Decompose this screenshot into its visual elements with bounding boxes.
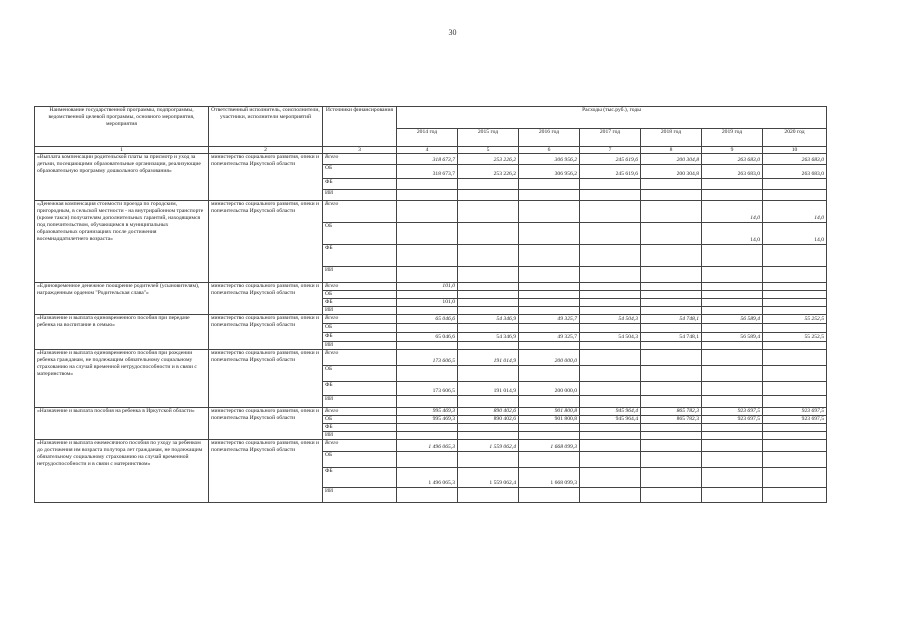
- amount-cell: [397, 190, 458, 201]
- amount-cell: 1 668 099,3: [519, 439, 580, 451]
- table-row: [35, 349, 827, 365]
- amount-cell: 1 668 099,3: [519, 467, 580, 487]
- amount-cell: [763, 431, 827, 439]
- amount-cell: 253 226,2: [458, 154, 519, 165]
- amount-cell: 54 346,9: [458, 332, 519, 341]
- funding-source: ОБ: [323, 323, 397, 332]
- amount-cell: 890 402,6: [458, 407, 519, 415]
- amount-cell: 923 697,5: [763, 407, 827, 415]
- amount-cell: 1 496 065,3: [397, 467, 458, 487]
- measure-name: «Денежная компенсация стоимости проезда по городским, пригородным, в сельской местности - на внутрирайонном транспорте (кроме такси) получателям дополнительных гарантий, находящимся под попечительством, обучающимся в муниципальных образовательных организациях после достижения восемнадцатилетнего возраста»: [35, 201, 209, 283]
- amount-cell: [641, 341, 702, 349]
- amount-cell: [702, 439, 763, 451]
- amount-cell: [763, 283, 827, 291]
- amount-cell: [458, 245, 519, 267]
- amount-cell: [702, 245, 763, 267]
- amount-cell: 65 046,6: [397, 332, 458, 341]
- funding-source: ИИ: [323, 267, 397, 283]
- header-year: 2015 год: [458, 129, 519, 147]
- amount-cell: [641, 381, 702, 395]
- amount-cell: [458, 365, 519, 381]
- amount-cell: [763, 487, 827, 502]
- funding-source: ФБ: [323, 332, 397, 341]
- amount-cell: [641, 365, 702, 381]
- amount-cell: [702, 179, 763, 190]
- header-year: 2017 год: [580, 129, 641, 147]
- executor: министерство социального развития, опеки и попечительства Иркутской области: [209, 349, 323, 407]
- funding-source: ФБ: [323, 245, 397, 267]
- amount-cell: [641, 179, 702, 190]
- amount-cell: [641, 349, 702, 365]
- amount-cell: [641, 245, 702, 267]
- amount-cell: [519, 179, 580, 190]
- amount-cell: [702, 395, 763, 407]
- funding-source: ФБ: [323, 381, 397, 395]
- amount-cell: [702, 267, 763, 283]
- amount-cell: 245 619,6: [580, 154, 641, 165]
- column-number: 1: [35, 147, 209, 154]
- amount-cell: 101,0: [397, 283, 458, 291]
- amount-cell: [397, 267, 458, 283]
- amount-cell: [519, 365, 580, 381]
- amount-cell: 995 469,3: [397, 407, 458, 415]
- amount-cell: [580, 431, 641, 439]
- amount-cell: 49 325,7: [519, 332, 580, 341]
- amount-cell: [641, 431, 702, 439]
- amount-cell: [519, 283, 580, 291]
- funding-source: ФБ: [323, 298, 397, 306]
- amount-cell: 923 697,5: [763, 415, 827, 423]
- amount-cell: [763, 306, 827, 314]
- funding-source: ОБ: [323, 223, 397, 245]
- amount-cell: [580, 349, 641, 365]
- amount-cell: [458, 201, 519, 223]
- amount-cell: 306 956,2: [519, 154, 580, 165]
- amount-cell: [641, 323, 702, 332]
- amount-cell: [397, 245, 458, 267]
- amount-cell: [519, 323, 580, 332]
- amount-cell: [519, 298, 580, 306]
- amount-cell: [580, 439, 641, 451]
- column-number: 5: [458, 147, 519, 154]
- funding-source: ОБ: [323, 415, 397, 423]
- column-number: 4: [397, 147, 458, 154]
- executor: министерство социального развития, опеки и попечительства Иркутской области: [209, 201, 323, 283]
- amount-cell: [397, 223, 458, 245]
- amount-cell: [397, 395, 458, 407]
- amount-cell: [580, 190, 641, 201]
- amount-cell: [580, 267, 641, 283]
- amount-cell: [458, 290, 519, 298]
- amount-cell: [702, 298, 763, 306]
- amount-cell: [702, 283, 763, 291]
- amount-cell: 923 697,5: [702, 415, 763, 423]
- amount-cell: [519, 341, 580, 349]
- table-row: [35, 407, 827, 415]
- amount-cell: [519, 190, 580, 201]
- amount-cell: [458, 223, 519, 245]
- amount-cell: [641, 267, 702, 283]
- funding-source: ОБ: [323, 165, 397, 179]
- amount-cell: [397, 365, 458, 381]
- amount-cell: [519, 245, 580, 267]
- amount-cell: [397, 290, 458, 298]
- amount-cell: 945 964,4: [580, 415, 641, 423]
- amount-cell: 54 748,1: [641, 332, 702, 341]
- amount-cell: [641, 395, 702, 407]
- amount-cell: [641, 290, 702, 298]
- column-number: 8: [641, 147, 702, 154]
- amount-cell: 173 606,5: [397, 381, 458, 395]
- amount-cell: [763, 423, 827, 431]
- header-year: 2020 год: [763, 129, 827, 147]
- amount-cell: [641, 451, 702, 467]
- amount-cell: [580, 365, 641, 381]
- amount-cell: [580, 341, 641, 349]
- amount-cell: [397, 341, 458, 349]
- amount-cell: [702, 487, 763, 502]
- amount-cell: 101,0: [397, 298, 458, 306]
- amount-cell: [702, 381, 763, 395]
- amount-cell: [702, 451, 763, 467]
- measure-name: «Назначение и выплата пособия на ребенка в Иркутской области»: [35, 407, 209, 439]
- funding-source: ФБ: [323, 423, 397, 431]
- funding-source: ИИ: [323, 431, 397, 439]
- table-row: [35, 201, 827, 223]
- amount-cell: 56 589,4: [702, 314, 763, 323]
- amount-cell: [580, 223, 641, 245]
- funding-source: ИИ: [323, 341, 397, 349]
- amount-cell: [458, 395, 519, 407]
- amount-cell: [641, 190, 702, 201]
- header-program: Наименование государственной программы, подпрограммы, ведомственной целевой программы, основного мероприятия, мероприятия: [35, 107, 209, 147]
- amount-cell: [702, 365, 763, 381]
- funding-source: ОБ: [323, 290, 397, 298]
- header-expenses: Расходы (тыс.руб.), годы: [397, 107, 827, 129]
- header-year: 2019 год: [702, 129, 763, 147]
- table-row: [35, 283, 827, 291]
- amount-cell: [763, 267, 827, 283]
- amount-cell: 200 000,0: [519, 349, 580, 365]
- amount-cell: [458, 283, 519, 291]
- amount-cell: [763, 381, 827, 395]
- amount-cell: [397, 201, 458, 223]
- amount-cell: [580, 283, 641, 291]
- amount-cell: [397, 451, 458, 467]
- measure-name: «Назначение и выплата единовременного пособия при передаче ребенка на воспитание в семью»: [35, 314, 209, 349]
- amount-cell: 56 589,4: [702, 332, 763, 341]
- funding-source: ИИ: [323, 306, 397, 314]
- amount-cell: [519, 267, 580, 283]
- amount-cell: 901 800,8: [519, 415, 580, 423]
- amount-cell: 318 673,7: [397, 165, 458, 179]
- amount-cell: [458, 487, 519, 502]
- funding-source: Всего: [323, 407, 397, 415]
- amount-cell: [580, 467, 641, 487]
- column-number: 2: [209, 147, 323, 154]
- amount-cell: [641, 223, 702, 245]
- amount-cell: [580, 245, 641, 267]
- amount-cell: [580, 201, 641, 223]
- amount-cell: [641, 467, 702, 487]
- amount-cell: 14,0: [702, 201, 763, 223]
- amount-cell: [763, 341, 827, 349]
- amount-cell: [580, 451, 641, 467]
- amount-cell: [458, 267, 519, 283]
- column-number: 10: [763, 147, 827, 154]
- amount-cell: [458, 298, 519, 306]
- amount-cell: [763, 349, 827, 365]
- amount-cell: [519, 423, 580, 431]
- executor: министерство социального развития, опеки и попечительства Иркутской области: [209, 439, 323, 502]
- amount-cell: 54 504,3: [580, 314, 641, 323]
- funding-source: ФБ: [323, 467, 397, 487]
- table-row: [35, 439, 827, 451]
- column-number: 9: [702, 147, 763, 154]
- amount-cell: 173 606,5: [397, 349, 458, 365]
- amount-cell: [702, 306, 763, 314]
- amount-cell: [397, 179, 458, 190]
- amount-cell: 263 683,0: [763, 165, 827, 179]
- amount-cell: 191 014,9: [458, 349, 519, 365]
- amount-cell: 901 800,8: [519, 407, 580, 415]
- amount-cell: 14,0: [763, 223, 827, 245]
- amount-cell: [580, 395, 641, 407]
- amount-cell: [641, 298, 702, 306]
- amount-cell: 55 252,5: [763, 314, 827, 323]
- amount-cell: [641, 201, 702, 223]
- amount-cell: 995 469,3: [397, 415, 458, 423]
- table-row: [35, 314, 827, 323]
- amount-cell: 14,0: [702, 223, 763, 245]
- amount-cell: 263 683,0: [702, 154, 763, 165]
- measure-name: «Назначение и выплата ежемесячного пособия по уходу за ребенком до достижения им возраста полутора лет гражданам, не подлежащим обязательному социальному страхованию на случай временной нетрудоспособности и в связи с материнством»: [35, 439, 209, 502]
- amount-cell: [702, 323, 763, 332]
- amount-cell: 200 304,8: [641, 165, 702, 179]
- amount-cell: [458, 423, 519, 431]
- amount-cell: [763, 290, 827, 298]
- measure-name: «Назначение и выплата единовременного пособия при рождении ребенка гражданам, не подлежащим обязательному социальному страхованию на случай временной нетрудоспособности и в связи с материнством»: [35, 349, 209, 407]
- funding-source: ОБ: [323, 451, 397, 467]
- amount-cell: [580, 179, 641, 190]
- header-executor: Ответственный исполнитель, соисполнители, участники, исполнители мероприятий: [209, 107, 323, 147]
- amount-cell: [641, 487, 702, 502]
- amount-cell: [641, 306, 702, 314]
- funding-source: ИИ: [323, 190, 397, 201]
- amount-cell: 263 683,0: [763, 154, 827, 165]
- amount-cell: 1 559 062,4: [458, 467, 519, 487]
- column-number: 3: [323, 147, 397, 154]
- amount-cell: [397, 431, 458, 439]
- page-number: 30: [448, 28, 457, 37]
- amount-cell: 65 046,6: [397, 314, 458, 323]
- executor: министерство социального развития, опеки и попечительства Иркутской области: [209, 407, 323, 439]
- budget-table: [34, 106, 827, 503]
- measure-name: «Выплата компенсации родительской платы за присмотр и уход за детьми, посещающими образовательные организации, реализующие образовательную программу дошкольного образования»: [35, 154, 209, 201]
- funding-source: Всего: [323, 314, 397, 323]
- amount-cell: 865 782,3: [641, 407, 702, 415]
- amount-cell: [458, 451, 519, 467]
- amount-cell: [519, 306, 580, 314]
- amount-cell: [763, 298, 827, 306]
- amount-cell: [763, 395, 827, 407]
- amount-cell: 14,0: [763, 201, 827, 223]
- amount-cell: [763, 439, 827, 451]
- amount-cell: 945 964,4: [580, 407, 641, 415]
- header-year: 2018 год: [641, 129, 702, 147]
- funding-source: Всего: [323, 349, 397, 365]
- amount-cell: [519, 451, 580, 467]
- amount-cell: [763, 323, 827, 332]
- amount-cell: 54 346,9: [458, 314, 519, 323]
- amount-cell: 306 956,2: [519, 165, 580, 179]
- amount-cell: [458, 431, 519, 439]
- amount-cell: [702, 190, 763, 201]
- amount-cell: [458, 179, 519, 190]
- amount-cell: [702, 431, 763, 439]
- amount-cell: 923 697,5: [702, 407, 763, 415]
- amount-cell: 263 683,0: [702, 165, 763, 179]
- funding-source: Всего: [323, 154, 397, 165]
- amount-cell: 54 504,3: [580, 332, 641, 341]
- amount-cell: 55 252,5: [763, 332, 827, 341]
- amount-cell: [580, 487, 641, 502]
- amount-cell: [763, 467, 827, 487]
- amount-cell: [580, 381, 641, 395]
- amount-cell: [397, 423, 458, 431]
- amount-cell: 253 226,2: [458, 165, 519, 179]
- executor: министерство социального развития, опеки и попечительства Иркутской области: [209, 314, 323, 349]
- amount-cell: 1 496 065,3: [397, 439, 458, 451]
- amount-cell: [519, 223, 580, 245]
- amount-cell: [702, 341, 763, 349]
- amount-cell: [641, 283, 702, 291]
- executor: министерство социального развития, опеки и попечительства Иркутской области: [209, 283, 323, 315]
- amount-cell: [580, 306, 641, 314]
- amount-cell: [763, 451, 827, 467]
- amount-cell: [702, 290, 763, 298]
- amount-cell: 200 000,0: [519, 381, 580, 395]
- amount-cell: [763, 365, 827, 381]
- amount-cell: [702, 467, 763, 487]
- funding-source: ИИ: [323, 487, 397, 502]
- funding-source: ОБ: [323, 365, 397, 381]
- amount-cell: 890 402,6: [458, 415, 519, 423]
- amount-cell: 200 304,8: [641, 154, 702, 165]
- amount-cell: [702, 349, 763, 365]
- amount-cell: [702, 423, 763, 431]
- amount-cell: 54 748,1: [641, 314, 702, 323]
- amount-cell: [763, 190, 827, 201]
- amount-cell: 191 014,9: [458, 381, 519, 395]
- amount-cell: [763, 179, 827, 190]
- funding-source: ИИ: [323, 395, 397, 407]
- amount-cell: [580, 323, 641, 332]
- table-row: [35, 154, 827, 165]
- column-number: 6: [519, 147, 580, 154]
- header-year: 2016 год: [519, 129, 580, 147]
- amount-cell: 1 559 062,4: [458, 439, 519, 451]
- amount-cell: [458, 341, 519, 349]
- amount-cell: [519, 431, 580, 439]
- amount-cell: 865 782,3: [641, 415, 702, 423]
- header-year: 2014 год: [397, 129, 458, 147]
- amount-cell: [397, 306, 458, 314]
- funding-source: Всего: [323, 201, 397, 223]
- header-source: Источники финансирования: [323, 107, 397, 147]
- amount-cell: [763, 245, 827, 267]
- funding-source: Всего: [323, 439, 397, 451]
- executor: министерство социального развития, опеки и попечительства Иркутской области: [209, 154, 323, 201]
- amount-cell: [519, 290, 580, 298]
- amount-cell: 318 673,7: [397, 154, 458, 165]
- amount-cell: [519, 395, 580, 407]
- amount-cell: [641, 423, 702, 431]
- amount-cell: [519, 201, 580, 223]
- amount-cell: [580, 423, 641, 431]
- column-number: 7: [580, 147, 641, 154]
- amount-cell: [458, 190, 519, 201]
- amount-cell: [519, 487, 580, 502]
- amount-cell: [397, 487, 458, 502]
- amount-cell: [397, 323, 458, 332]
- funding-source: Всего: [323, 283, 397, 291]
- amount-cell: [458, 306, 519, 314]
- amount-cell: 245 619,6: [580, 165, 641, 179]
- amount-cell: 49 325,7: [519, 314, 580, 323]
- amount-cell: [641, 439, 702, 451]
- amount-cell: [458, 323, 519, 332]
- funding-source: ФБ: [323, 179, 397, 190]
- measure-name: «Единовременное денежное поощрение родителей (усыновителям), награжденным орденом "Родительская слава"»: [35, 283, 209, 315]
- amount-cell: [580, 298, 641, 306]
- amount-cell: [580, 290, 641, 298]
